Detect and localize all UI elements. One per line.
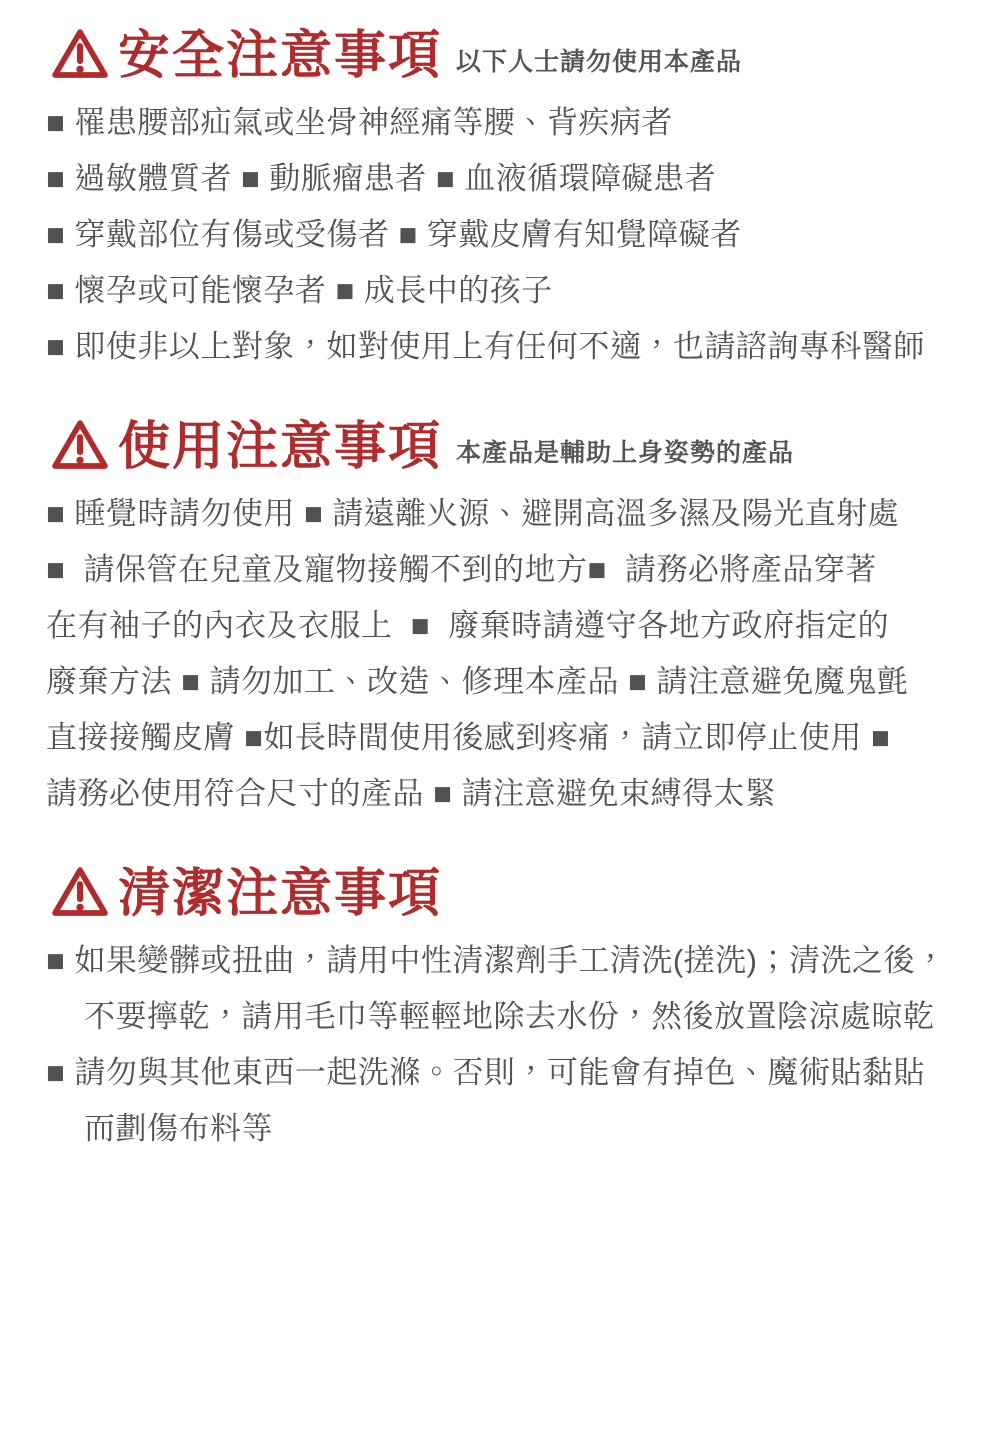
notice-line: ■ 罹患腰部疝氣或坐骨神經痛等腰、背疾病者 <box>46 105 673 140</box>
section-subtitle: 本產品是輔助上身姿勢的產品 <box>456 439 795 467</box>
notice-line: ■ 過敏體質者 ■ 動脈瘤患者 ■ 血液循環障礙患者 <box>46 161 717 196</box>
notice-line: 而劃傷布料等 <box>84 1111 273 1146</box>
section-title: 安全注意事項 <box>118 27 443 85</box>
notice-section-usage <box>46 417 958 822</box>
warning-triangle-icon <box>52 864 108 920</box>
notice-section-cleaning <box>46 864 958 1157</box>
notice-line: 在有袖子的內衣及衣服上 ■ 廢棄時請遵守各地方政府指定的 <box>46 608 890 643</box>
notice-line: ■ 請勿與其他東西一起洗滌。否則，可能會有掉色、魔術貼黏貼 <box>46 1055 925 1090</box>
section-title: 清潔注意事項 <box>118 865 443 923</box>
notice-line: 不要擰乾，請用毛巾等輕輕地除去水份，然後放置陰涼處晾乾 <box>84 999 935 1034</box>
section-subtitle: 以下人士請勿使用本產品 <box>456 48 743 76</box>
notice-line: ■ 請保管在兒童及寵物接觸不到的地方■ 請務必將產品穿著 <box>46 552 877 587</box>
section-body <box>46 95 958 375</box>
notice-line: ■ 懷孕或可能懷孕者 ■ 成長中的孩子 <box>46 273 553 308</box>
section-header <box>52 864 958 923</box>
notice-line: ■ 穿戴部位有傷或受傷者 ■ 穿戴皮膚有知覺障礙者 <box>46 217 742 252</box>
section-body <box>46 486 958 822</box>
section-header <box>52 417 958 476</box>
notice-line: 直接接觸皮膚 ■如長時間使用後感到疼痛，請立即停止使用 ■ <box>46 720 891 755</box>
section-body <box>46 933 958 1157</box>
notice-line: ■ 如果變髒或扭曲，請用中性清潔劑手工清洗(搓洗)；清洗之後， <box>46 943 947 978</box>
notice-line: 請務必使用符合尺寸的產品 ■ 請注意避免束縛得太緊 <box>46 776 777 811</box>
notice-line: ■ 即使非以上對象，如對使用上有任何不適，也請諮詢專科醫師 <box>46 329 925 364</box>
notice-section-safety <box>46 26 958 375</box>
notice-line: 廢棄方法 ■ 請勿加工、改造、修理本產品 ■ 請注意避免魔鬼氈 <box>46 664 909 699</box>
notice-line: ■ 睡覺時請勿使用 ■ 請遠離火源、避開高溫多濕及陽光直射處 <box>46 496 900 531</box>
section-header <box>52 26 958 85</box>
warning-triangle-icon <box>52 417 108 473</box>
section-title: 使用注意事項 <box>118 418 443 476</box>
warning-triangle-icon <box>52 26 108 82</box>
